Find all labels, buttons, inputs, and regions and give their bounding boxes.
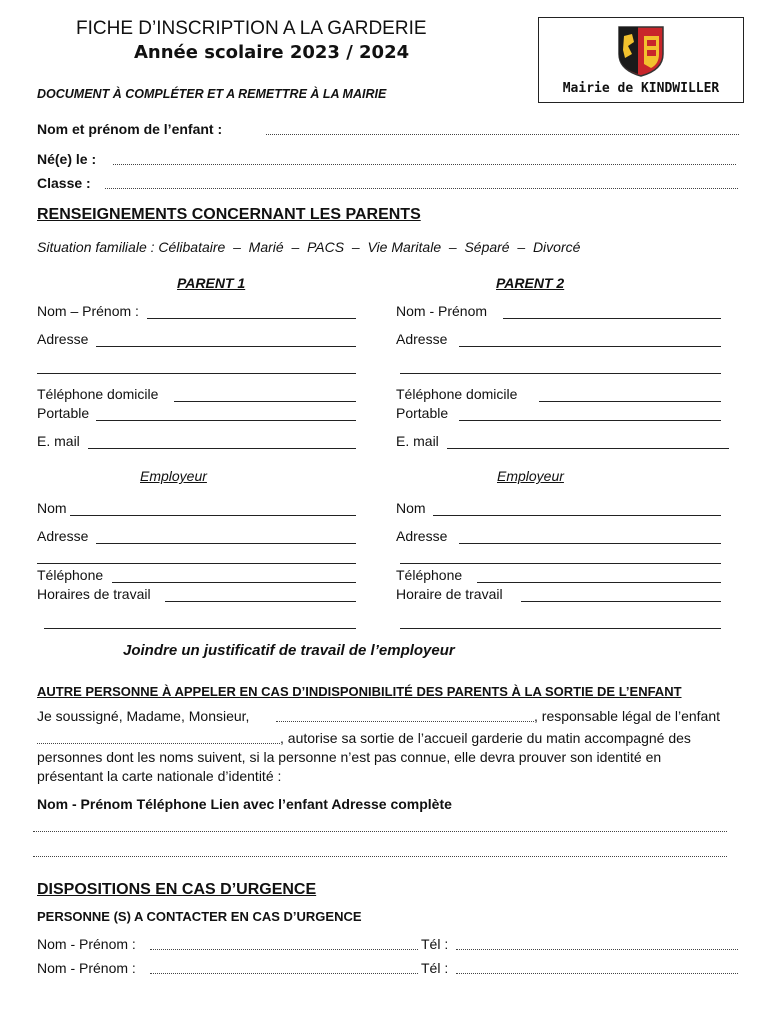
justificatif-note: Joindre un justificatif de travail de l’employeur (123, 642, 455, 659)
p2-employeur-title: Employeur (497, 468, 564, 484)
p1-emp-tel-label: Téléphone (37, 567, 104, 583)
child-birth-label: Né(e) le : (37, 151, 97, 167)
p1-portable-label: Portable (37, 405, 90, 421)
p1-emp-tel-field[interactable] (112, 582, 356, 583)
p1-emp-adresse-field-2[interactable] (37, 563, 356, 564)
p2-tel-label: Téléphone domicile (396, 386, 518, 402)
parent1-title: PARENT 1 (177, 275, 246, 291)
p2-email-label: E. mail (396, 433, 439, 449)
urgence-tel-field-1[interactable] (456, 949, 738, 950)
p2-horaires-field-2[interactable] (400, 628, 721, 629)
autre-person-field-1[interactable] (33, 831, 727, 832)
child-birth-field[interactable] (113, 164, 736, 165)
autre-line1-end: , responsable légal de l’enfant (534, 708, 721, 724)
p2-emp-adresse-field-2[interactable] (400, 563, 721, 564)
p1-emp-nom-label: Nom (37, 500, 67, 516)
autre-line1-start: Je soussigné, Madame, Monsieur, (37, 708, 250, 724)
p1-tel-field[interactable] (174, 401, 356, 402)
p1-tel-label: Téléphone domicile (37, 386, 159, 402)
urgence-nom-field-1[interactable] (150, 949, 418, 950)
autre-columns: Nom - Prénom Téléphone Lien avec l’enfant Adresse complète (37, 796, 452, 812)
p1-adresse-label: Adresse (37, 331, 89, 347)
p1-emp-adresse-field[interactable] (96, 543, 356, 544)
enfant-name-field[interactable] (37, 743, 280, 744)
child-name-label: Nom et prénom de l’enfant : (37, 121, 223, 137)
urgence-sub: PERSONNE (S) A CONTACTER EN CAS D’URGENCE (37, 909, 362, 924)
p2-horaires-label: Horaire de travail (396, 586, 503, 602)
p2-emp-adresse-label: Adresse (396, 528, 448, 544)
p2-adresse-field-2[interactable] (400, 373, 721, 374)
autre-personne-heading: AUTRE PERSONNE À APPELER EN CAS D’INDISPONIBILITÉ DES PARENTS À LA SORTIE DE L’ENFANT (37, 684, 682, 699)
urgence-nom-field-2[interactable] (150, 973, 418, 974)
coat-of-arms-icon (616, 24, 666, 78)
p2-adresse-field[interactable] (459, 346, 721, 347)
p1-nom-field[interactable] (147, 318, 356, 319)
urgence-tel-label-2: Tél : (421, 960, 449, 976)
p2-horaires-field[interactable] (521, 601, 721, 602)
parent2-title: PARENT 2 (496, 275, 565, 291)
p2-emp-nom-field[interactable] (433, 515, 721, 516)
child-name-field[interactable] (266, 134, 739, 135)
urgence-nom-label-1: Nom - Prénom : (37, 936, 136, 952)
p2-emp-nom-label: Nom (396, 500, 426, 516)
responsable-name-field[interactable] (276, 721, 534, 722)
mairie-box (538, 17, 744, 103)
urgence-tel-label-1: Tél : (421, 936, 449, 952)
p2-email-field[interactable] (447, 448, 729, 449)
p1-email-field[interactable] (88, 448, 356, 449)
p2-nom-field[interactable] (503, 318, 721, 319)
p2-portable-field[interactable] (459, 420, 721, 421)
p2-adresse-label: Adresse (396, 331, 448, 347)
document-note: DOCUMENT À COMPLÉTER ET A REMETTRE À LA MAIRIE (37, 87, 387, 101)
child-class-field[interactable] (105, 188, 738, 189)
p2-tel-field[interactable] (539, 401, 721, 402)
p1-emp-adresse-label: Adresse (37, 528, 89, 544)
school-year: Année scolaire 2023 / 2024 (134, 42, 410, 63)
p1-portable-field[interactable] (96, 420, 356, 421)
p2-emp-adresse-field[interactable] (459, 543, 721, 544)
p1-adresse-field[interactable] (96, 346, 356, 347)
child-class-label: Classe : (37, 175, 91, 191)
urgence-nom-label-2: Nom - Prénom : (37, 960, 136, 976)
p1-horaires-field[interactable] (165, 601, 356, 602)
p2-emp-tel-field[interactable] (477, 582, 721, 583)
autre-line3: personnes dont les noms suivent, si la personne n’est pas connue, elle devra prouver son identité en (37, 749, 662, 765)
p1-horaires-field-2[interactable] (44, 628, 356, 629)
parents-heading: RENSEIGNEMENTS CONCERNANT LES PARENTS (37, 206, 421, 223)
p2-nom-label: Nom - Prénom (396, 303, 488, 319)
p2-emp-tel-label: Téléphone (396, 567, 463, 583)
p2-portable-label: Portable (396, 405, 449, 421)
form-title: FICHE D’INSCRIPTION A LA GARDERIE (76, 18, 427, 39)
urgence-tel-field-2[interactable] (456, 973, 738, 974)
p1-employeur-title: Employeur (140, 468, 207, 484)
p1-adresse-field-2[interactable] (37, 373, 356, 374)
autre-line2: , autorise sa sortie de l’accueil garderie du matin accompagné des (280, 730, 691, 746)
urgence-heading: DISPOSITIONS EN CAS D’URGENCE (37, 881, 317, 898)
p1-nom-label: Nom – Prénom : (37, 303, 139, 319)
p1-horaires-label: Horaires de travail (37, 586, 151, 602)
autre-line4: présentant la carte nationale d’identité : (37, 768, 282, 784)
p1-emp-nom-field[interactable] (70, 515, 356, 516)
p1-email-label: E. mail (37, 433, 80, 449)
autre-person-field-2[interactable] (33, 856, 727, 857)
family-situation: Situation familiale : Célibataire – Marié – PACS – Vie Maritale – Séparé – Divorcé (37, 239, 581, 255)
mairie-label: Mairie de KINDWILLER (562, 81, 720, 96)
